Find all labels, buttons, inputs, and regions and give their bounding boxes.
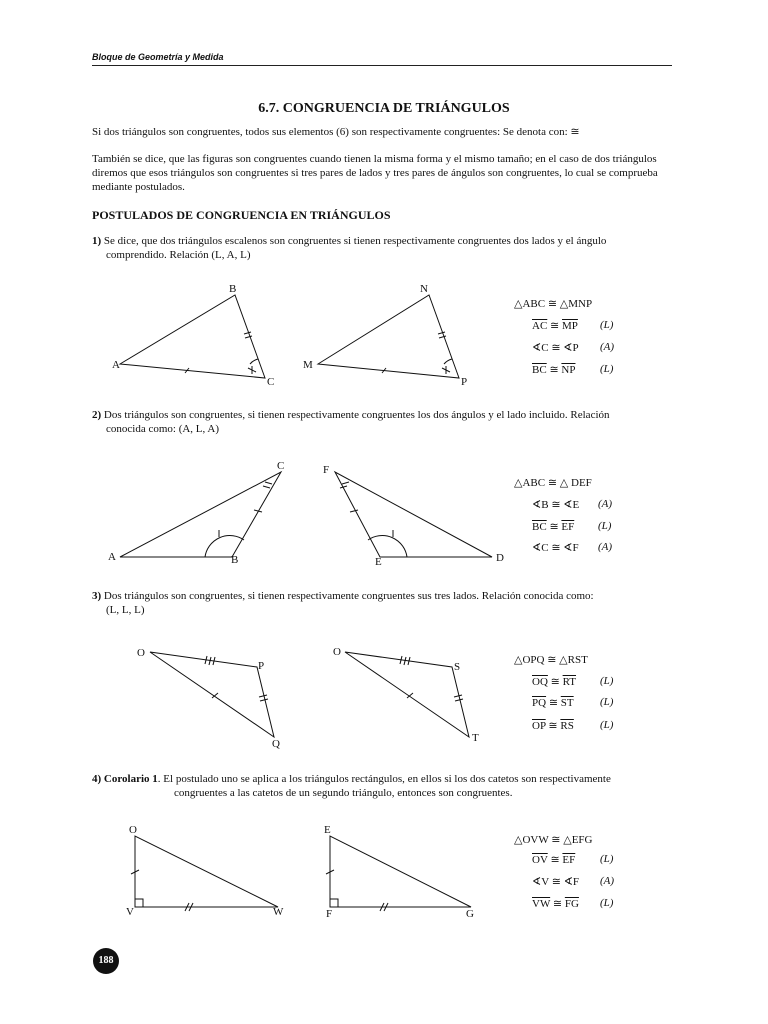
relation-tag: (L) (600, 696, 614, 708)
relation-tag: (L) (598, 520, 612, 532)
tick (244, 332, 251, 334)
section-title: 6.7. CONGRUENCIA DE TRIÁNGULOS (258, 101, 510, 116)
tick (342, 482, 349, 484)
relation-row: ∢B ≅ ∢E (532, 499, 580, 511)
triangle-ovw (135, 836, 278, 907)
relation-expr: △ABC ≅ △MNP (514, 298, 593, 310)
tick (350, 510, 358, 512)
relation-row: ∢C ≅ ∢P (532, 342, 579, 354)
triangle-rst (345, 652, 469, 737)
postulate-2-number: 2) (92, 409, 102, 421)
postulate-4-body-cont: congruentes a las catetos de un segundo triángulo, entonces son congruentes. (174, 787, 513, 799)
postulate-2-body: Dos triángulos son congruentes, si tienen respectivamente congruentes los dos ángulos y el lado incluido. Relación (103, 409, 610, 421)
triangle-opq (150, 652, 274, 737)
relation-tag: (A) (598, 541, 613, 553)
relation-row: $\overline{OP}$ ≅ $\overline{RS}$ (532, 720, 574, 732)
tick (454, 695, 462, 697)
relation-tag: (L) (600, 897, 614, 909)
relation-row: $\overline{PQ}$ ≅ $\overline{ST}$ (532, 697, 574, 709)
relation-row: $\overline{BC}$ ≅ $\overline{NP}$ (532, 364, 576, 376)
relation-tag: (A) (600, 341, 615, 353)
vertex-label: D (496, 552, 504, 564)
relation-row: $\overline{OV}$ ≅ $\overline{EF}$ (532, 854, 576, 866)
vertex-label: Q (272, 738, 280, 750)
relation-expr: △ABC ≅ △ DEF (514, 477, 592, 489)
relation-tag: (L) (600, 853, 614, 865)
postulate-4-body: . El postulado uno se aplica a los triángulos rectángulos, en ellos si los dos catetos son respectivamente (157, 773, 611, 785)
page-number: 188 (93, 948, 119, 974)
triangle-abc-1 (120, 295, 265, 378)
vertex-label: P (461, 376, 468, 388)
tick (438, 332, 445, 334)
vertex-label: O (129, 824, 137, 836)
vertex-label: V (126, 906, 134, 918)
vertex-label: T (472, 732, 479, 744)
angle-arc (444, 359, 452, 364)
relation-row: $\overline{BC}$ ≅ $\overline{EF}$ (532, 521, 575, 533)
relation-tag: (L) (600, 319, 614, 331)
vertex-label: F (323, 464, 330, 476)
relation-expr: △OVW ≅ △EFG (514, 834, 593, 846)
relation-row: $\overline{AC}$ ≅ $\overline{MP}$ (532, 320, 578, 332)
triangle-def (335, 472, 492, 557)
running-header: Bloque de Geometría y Medida (92, 52, 224, 62)
triangle-abc-2 (120, 472, 281, 557)
vertex-label: B (231, 554, 239, 566)
vertex-label: W (273, 906, 284, 918)
relation-tag: (A) (598, 498, 613, 510)
tick (259, 695, 267, 697)
relation-tag: (A) (600, 875, 615, 887)
relation-row: $\overline{VW}$ ≅ $\overline{FG}$ (532, 898, 579, 910)
vertex-label: O (333, 646, 341, 658)
tick (260, 699, 268, 701)
relation-row: ∢C ≅ ∢F (532, 542, 579, 554)
postulate-3-number: 3) (92, 590, 102, 602)
angle-arc (250, 359, 258, 364)
vertex-label: A (108, 551, 116, 563)
postulate-1-body: Se dice, que dos triángulos escalenos son congruentes si tienen respectivamente congruentes dos lados y el ángulo (103, 235, 607, 247)
tick (265, 482, 272, 484)
vertex-label: G (466, 908, 474, 920)
vertex-label: A (112, 359, 120, 371)
postulate-1-body-cont: comprendido. Relación (L, A, L) (106, 249, 251, 261)
vertex-label: P (258, 660, 265, 672)
relation-tag: (L) (600, 719, 614, 731)
vertex-label: O (137, 647, 145, 659)
tick (263, 486, 270, 488)
vertex-label: E (375, 556, 382, 568)
vertex-label: C (267, 376, 275, 388)
postulate-1-number: 1) (92, 235, 102, 247)
relation-expr: △OPQ ≅ △RST (514, 654, 588, 666)
relation-tag: (L) (600, 363, 614, 375)
relation-row: ∢V ≅ ∢F (532, 876, 580, 888)
intro-paragraph: Si dos triángulos son congruentes, todos sus elementos (6) son respectivamente congruentes: Se denota con: ≅ (92, 126, 580, 138)
vertex-label: S (454, 661, 461, 673)
tick (455, 699, 463, 701)
description-paragraph: También se dice, que las figuras son congruentes cuando tienen la misma forma y el mismo tamaño; en el caso de dos triángulos diremos que esos triángulos son congruentes si tres pares de lados y tres pares de ángulos son congruentes, lo cual se comprueba mediante postulados. (92, 153, 658, 193)
vertex-label: F (326, 908, 333, 920)
postulates-subheading: POSTULADOS DE CONGRUENCIA EN TRIÁNGULOS (92, 208, 391, 222)
right-angle-mark (135, 899, 143, 907)
postulate-3-body: Dos triángulos son congruentes, si tienen respectivamente congruentes sus tres lados. Relación conocida como: (103, 590, 594, 602)
triangle-efg (330, 836, 471, 907)
relation-tag: (L) (600, 675, 614, 687)
vertex-label: C (277, 460, 285, 472)
right-angle-mark (330, 899, 338, 907)
triangle-mnp (318, 295, 459, 378)
postulate-3-body-cont: (L, L, L) (106, 604, 145, 616)
relation-row: $\overline{OQ}$ ≅ $\overline{RT}$ (532, 676, 577, 688)
vertex-label: M (303, 359, 313, 371)
postulate-4-number: 4) Corolario 1 (92, 773, 158, 785)
postulate-2-body-cont: conocida como: (A, L, A) (106, 423, 220, 435)
vertex-label: N (420, 283, 428, 295)
vertex-label: B (229, 283, 237, 295)
vertex-label: E (324, 824, 331, 836)
